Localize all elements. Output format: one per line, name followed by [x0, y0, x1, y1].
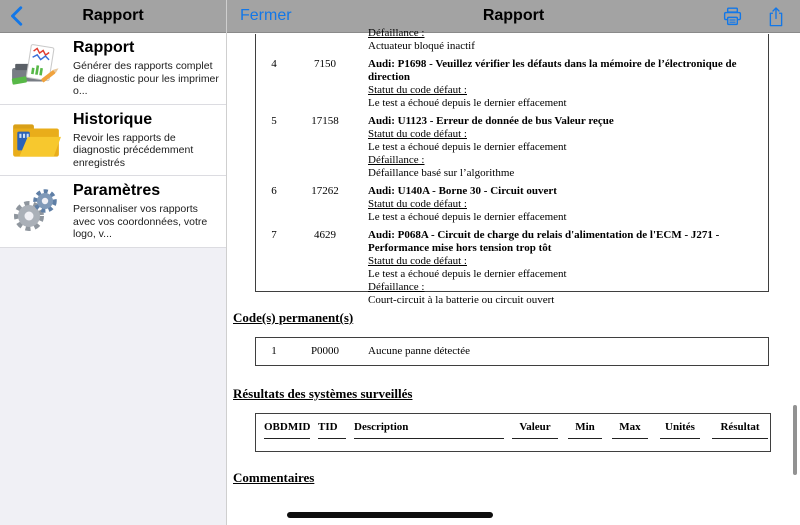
status-text: Le test a échoué depuis le dernier effacement [368, 97, 567, 109]
status-label: Statut du code défaut : [368, 198, 467, 210]
comments-heading: Commentaires [233, 470, 315, 485]
dtc-description: Audi: P068A - Circuit de charge du relais d'alimentation de l'ECM - J271 - Performance mise hors tension trop tôt [368, 229, 720, 254]
failure-label: Défaillance : [368, 27, 425, 39]
sidebar-header [0, 0, 226, 33]
dtc-code: 4629 [314, 229, 336, 241]
scrollbar-thumb[interactable] [793, 405, 797, 475]
dtc-row [256, 185, 768, 224]
column-header-valeur: Valeur [512, 421, 558, 439]
dtc-index: 5 [271, 115, 277, 127]
failure-label: Défaillance : [368, 154, 425, 166]
status-label: Statut du code défaut : [368, 128, 467, 140]
dtc-row-partial [256, 27, 768, 53]
dtc-row [256, 115, 768, 180]
failure-text: Actuateur bloqué inactif [368, 40, 475, 52]
dtc-code: 17262 [311, 185, 339, 197]
report-viewer-panel [227, 0, 800, 525]
sidebar-item-description: Personnaliser vos rapports avec vos coordonnées, votre logo, v... [73, 203, 208, 240]
permanent-index: 1 [271, 345, 277, 357]
dtc-code: 7150 [314, 58, 336, 70]
dtc-row [256, 229, 768, 307]
close-button[interactable]: Fermer [240, 7, 292, 24]
dtc-index: 6 [271, 185, 277, 197]
sidebar-item-rapport[interactable] [0, 33, 226, 105]
history-folder-icon [8, 116, 64, 164]
permanent-codes-heading: Code(s) permanent(s) [233, 310, 354, 325]
status-text: Le test a échoué depuis le dernier effacement [368, 211, 567, 223]
dtc-index: 7 [271, 229, 277, 241]
dtc-code: 17158 [311, 115, 339, 127]
dtc-table [255, 27, 769, 306]
sidebar [0, 0, 227, 525]
sidebar-item-text [64, 111, 222, 170]
back-button[interactable] [7, 5, 29, 27]
report-printer-icon [8, 44, 64, 92]
failure-text: Défaillance basé sur l’algorithme [368, 167, 515, 179]
report-title: Rapport [482, 7, 545, 24]
share-button[interactable] [767, 6, 785, 33]
sidebar-item-title: Paramètres [73, 182, 161, 199]
chevron-left-icon [7, 5, 29, 27]
sidebar-title: Rapport [82, 7, 144, 24]
permanent-code: P0000 [310, 345, 340, 357]
sidebar-item-description: Générer des rapports complet de diagnostic pour les imprimer o... [73, 60, 219, 97]
status-text: Le test a échoué depuis le dernier effacement [368, 268, 567, 280]
dtc-row [256, 58, 768, 110]
dtc-description: Audi: U140A - Borne 30 - Circuit ouvert [368, 185, 557, 197]
column-header-obdmid: OBDMID [264, 421, 310, 439]
column-header-tid: TID [318, 421, 346, 439]
failure-text: Court-circuit à la batterie ou circuit ouvert [368, 294, 555, 306]
permanent-description: Aucune panne détectée [368, 345, 470, 357]
sidebar-item-title: Rapport [73, 39, 135, 56]
sidebar-item-historique[interactable] [0, 105, 226, 177]
monitored-systems-table [255, 413, 771, 452]
sidebar-items [0, 33, 226, 248]
column-header-resultat: Résultat [712, 421, 768, 439]
status-label: Statut du code défaut : [368, 255, 467, 267]
column-header-unites: Unités [660, 421, 700, 439]
home-indicator[interactable] [287, 512, 493, 518]
column-header-description: Description [354, 421, 504, 439]
status-text: Le test a échoué depuis le dernier effacement [368, 141, 567, 153]
settings-gears-icon [8, 187, 64, 235]
status-label: Statut du code défaut : [368, 84, 467, 96]
dtc-description: Audi: P1698 - Veuillez vérifier les défauts dans la mémoire de l’électronique de direction [368, 58, 737, 83]
printer-icon [722, 6, 743, 27]
failure-label: Défaillance : [368, 281, 425, 293]
permanent-codes-table [255, 337, 769, 366]
column-header-max: Max [612, 421, 648, 439]
sidebar-item-text [64, 39, 222, 98]
sidebar-item-parametres[interactable] [0, 176, 226, 248]
sidebar-item-description: Revoir les rapports de diagnostic précédemment enregistrés [73, 131, 194, 169]
dtc-index: 4 [271, 58, 277, 70]
sidebar-item-text [64, 182, 222, 241]
sidebar-item-title: Historique [73, 110, 153, 128]
share-icon [767, 6, 785, 28]
dtc-description: Audi: U1123 - Erreur de donnée de bus Valeur reçue [368, 115, 614, 127]
report-document[interactable] [227, 27, 800, 525]
column-header-min: Min [568, 421, 602, 439]
monitored-systems-heading: Résultats des systèmes surveillés [233, 386, 413, 401]
